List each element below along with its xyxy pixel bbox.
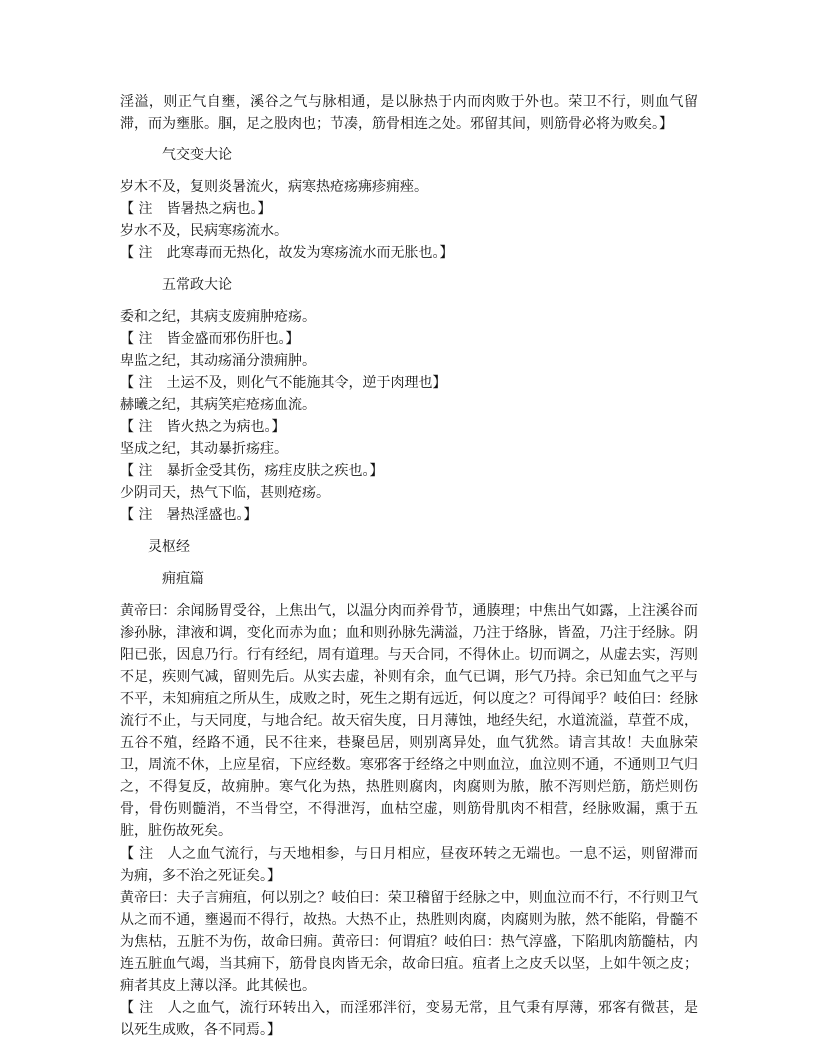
annotation-line: 【 注 此寒毒而无热化，故发为寒疡流水而无胀也。】 xyxy=(120,245,454,262)
text-line: 坚成之纪，其动暴折疡疰。 xyxy=(120,441,288,458)
chapter-heading-yongju: 痈疽篇 xyxy=(162,570,204,587)
annotation-paragraph: 【 注 人之血气流行，与天地相参，与日月相应，昼夜环转之无端也。一息不运，则留滞而为痈，多不治之死证矣。】 xyxy=(120,845,698,884)
section-heading-qijiaobian: 气交变大论 xyxy=(162,147,232,164)
document-page xyxy=(120,91,698,1041)
text-line: 卑监之纪，其动疡涌分溃痈肿。 xyxy=(120,352,316,369)
text-line: 少阴司天，热气下临，甚则疮疡。 xyxy=(120,485,330,502)
continued-paragraph: 淫溢，则正气自壅，溪谷之气与脉相通，是以脉热于内而肉败于外也。荣卫不行，则血气留滞，而为壅胀。腘，足之股肉也；节凑，筋骨相连之处。邪留其间，则筋骨必将为败矣。】 xyxy=(120,94,698,133)
section-wuchangzheng xyxy=(120,306,698,527)
annotation-line: 【 注 暴折金受其伤，疡疰皮肤之疾也。】 xyxy=(120,463,384,480)
annotation-line: 【 注 暑热淫盛也。】 xyxy=(120,507,258,524)
section-qijiaobian xyxy=(120,176,698,264)
body-paragraph: 黄帝曰：夫子言痈疽，何以别之？岐伯曰：荣卫稽留于经脉之中，则血泣而不行，不行则卫气从之而不通，壅遏而不得行，故热。大热不止，热胜则肉腐，肉腐则为脓，然不能陷，骨髓不为焦枯，五脏不为伤，故命曰痈。黄帝曰：何谓疽？岐伯曰：热气淳盛，下陷肌肉筋髓枯，内连五脏血气竭，当其痈下，筋骨良肉皆无余，故命曰疽。疽者上之皮夭以坚，上如牛领之皮；痈者其皮上薄以泽。此其候也。 xyxy=(120,889,698,995)
annotation-line: 【 注 皆火热之为病也。】 xyxy=(120,419,286,436)
book-heading-lingshujing: 灵枢经 xyxy=(148,538,190,555)
text-line: 岁木不及，复则炎暑流火，病寒热疮疡疿疹痈痤。 xyxy=(120,179,428,196)
text-line: 赫曦之纪，其病笑疟疮疡血流。 xyxy=(120,396,316,413)
text-line: 委和之纪，其病支废痈肿疮疡。 xyxy=(120,308,316,325)
annotation-line: 【 注 土运不及，则化气不能施其令，逆于肉理也】 xyxy=(120,374,447,391)
annotation-line: 【 注 皆金盛而邪伤肝也。】 xyxy=(120,330,300,347)
chapter-body xyxy=(120,600,698,1042)
body-paragraph: 黄帝曰：余闻肠胃受谷，上焦出气，以温分肉而养骨节，通腠理；中焦出气如露，上注溪谷而渗孙脉，津液和调，变化而赤为血；血和则孙脉先满溢，乃注于络脉，皆盈，乃注于经脉。阴阳已张，因息乃行。行有经纪，周有道理。与天合同，不得休止。切而调之，从虚去实，泻则不足，疾则气减，留则先后。从实去虚，补则有余，血气已调，形气乃持。余已知血气之平与不平，未知痈疽之所从生，成败之时，死生之期有远近，何以度之？可得闻乎？岐伯曰：经脉流行不止，与天同度，与地合纪。故天宿失度，日月薄蚀，地经失纪，水道流溢，草萓不成，五谷不殖，经路不通，民不往来，巷聚邑居，则别离异处，血气犹然。请言其故！夫血脉荣卫，周流不休，上应星宿，下应经数。寒邪客于经络之中则血泣，血泣则不通，不通则卫气归之，不得复反，故痈肿。寒气化为热，热胜则腐肉，肉腐则为脓，脓不泻则烂筋，筋烂则伤骨，骨伤则髓消，不当骨空，不得泄泻，血枯空虚，则筋骨肌肉不相营，经脉败漏，熏于五脏，脏伤故死矣。 xyxy=(120,602,698,840)
text-line: 岁水不及，民病寒疡流水。 xyxy=(120,223,288,240)
annotation-line: 【 注 皆暑热之病也。】 xyxy=(120,201,272,218)
section-heading-wuchangzheng: 五常政大论 xyxy=(162,276,232,293)
annotation-paragraph: 【 注 人之血气，流行环转出入，而淫邪泮衍，变易无常，且气秉有厚薄，邪客有微甚，是以死生成败，各不同焉。】 xyxy=(120,1000,698,1039)
